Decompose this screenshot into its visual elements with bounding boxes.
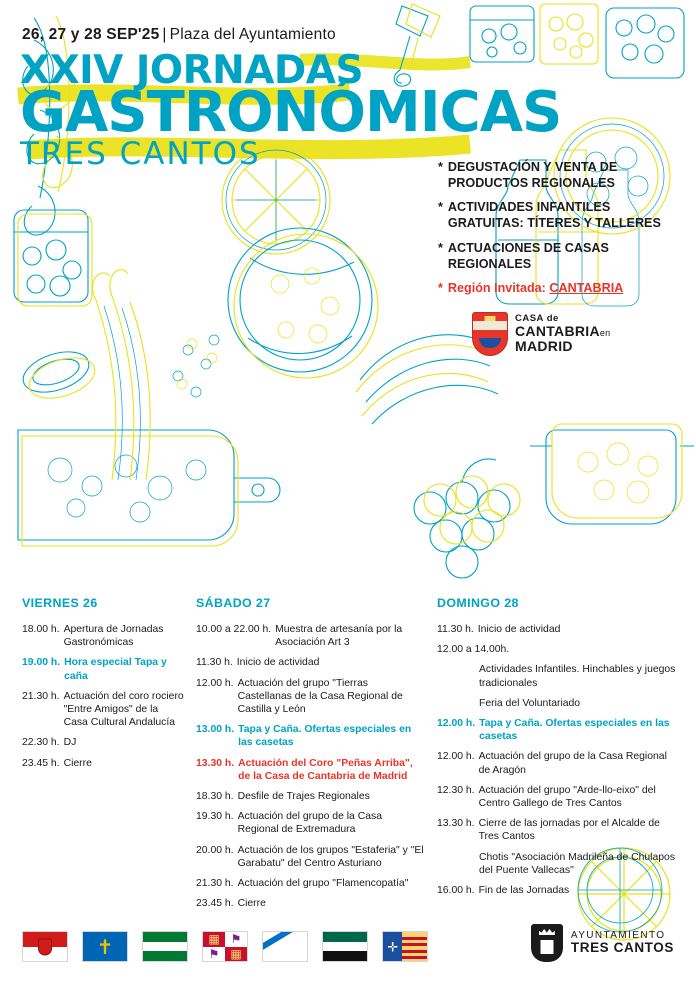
program-column-sunday xyxy=(437,596,677,904)
entry-desc: Cierre xyxy=(237,898,266,910)
title-line-2: GASTRONÓMICAS xyxy=(20,80,562,146)
program-column-friday xyxy=(22,596,184,777)
schedule-entry xyxy=(437,851,677,877)
cantabria-shield-icon xyxy=(472,312,508,356)
entry-desc xyxy=(513,643,677,656)
schedule-entry xyxy=(196,810,424,836)
schedule-entry xyxy=(22,690,184,730)
entry-desc: Chotis "Asociación Madrileña de Chulapos del Puente Vallecas" xyxy=(479,851,676,876)
bullet-item-2 xyxy=(438,200,678,231)
entry-desc: Actividades Infantiles. Hinchables y juegos tradicionales xyxy=(479,664,676,689)
entry-time: 13.30 h. xyxy=(437,818,475,830)
entry-time: 19.30 h. xyxy=(196,811,234,823)
schedule-entry xyxy=(22,736,184,749)
logo-line-3: MADRID xyxy=(515,337,573,354)
entry-time: 18.30 h. xyxy=(196,791,234,803)
entry-time: 20.00 h. xyxy=(196,844,234,856)
schedule-entry xyxy=(437,884,677,897)
bullet-item-1 xyxy=(438,160,678,191)
program-column-saturday xyxy=(196,596,424,917)
entry-time: 12.30 h. xyxy=(437,784,475,796)
entry-time: 11.30 h. xyxy=(196,657,233,669)
entry-time: 11.30 h. xyxy=(437,624,474,635)
schedule-entry xyxy=(437,643,677,656)
bullet-item-3 xyxy=(438,241,678,272)
entry-time: 12.00 a 14.00h. xyxy=(437,644,510,656)
entry-desc: Muestra de artesanía por la Asociación Art 3 xyxy=(275,624,403,649)
schedule-entry xyxy=(437,750,677,776)
schedule-entry xyxy=(437,623,677,636)
event-date-line xyxy=(22,26,336,44)
entry-time: 12.00 h. xyxy=(437,718,476,730)
ayuntamiento-line-1: AYUNTAMIENTO xyxy=(570,930,666,942)
schedule-entry xyxy=(22,757,184,770)
feature-bullets xyxy=(438,160,678,306)
title-line-1: XXIV JORNADAS xyxy=(20,48,364,93)
asterisk-icon: * xyxy=(438,200,443,215)
entry-desc: Fin de las Jornadas xyxy=(478,885,570,897)
entry-time: 10.00 a 22.00 h. xyxy=(196,624,272,635)
bullet-text-1: DEGUSTACIÓN Y VENTA DE PRODUCTOS REGIONALES xyxy=(447,160,618,190)
flag-cantabria-icon xyxy=(22,931,68,962)
schedule-entry xyxy=(196,623,424,649)
invited-region-label: Región Invitada: xyxy=(447,281,550,296)
entry-desc: Actuación del coro rociero "Entre Amigos" de la Casa Cultural Andalucía xyxy=(63,690,184,729)
flag-galicia-icon xyxy=(262,931,308,962)
casa-de-cantabria-text xyxy=(515,314,611,353)
entry-time: 13.00 h. xyxy=(196,724,235,736)
flag-andalucia-icon xyxy=(142,931,188,962)
entry-desc: DJ xyxy=(63,737,77,749)
logo-line-1: CASA de xyxy=(515,313,559,325)
entry-desc: Inicio de actividad xyxy=(477,624,561,635)
entry-desc: Cierre xyxy=(63,757,92,769)
flag-extremadura-icon xyxy=(322,931,368,962)
entry-desc: Cierre de las jornadas por el Alcalde de Tres Cantos xyxy=(478,818,660,843)
flag-asturias-icon: ✝ xyxy=(82,931,128,962)
asterisk-icon: * xyxy=(438,281,443,296)
logo-line-2: CANTABRIA xyxy=(515,323,600,340)
entry-time: 23.45 h. xyxy=(22,757,60,769)
entry-desc: Feria del Voluntariado xyxy=(479,697,581,709)
entry-desc: Actuación del grupo "Flamencopatía" xyxy=(237,878,409,890)
schedule-entry xyxy=(196,844,424,870)
casa-de-cantabria-logo xyxy=(472,312,611,356)
ayuntamiento-text xyxy=(571,930,674,956)
poster-title xyxy=(20,48,562,172)
bullet-text-3: ACTUACIONES DE CASAS REGIONALES xyxy=(447,240,609,271)
schedule-entry xyxy=(437,663,677,689)
entry-desc: Tapa y Caña. Ofertas especiales en las casetas xyxy=(238,724,412,749)
entry-time: 23.45 h. xyxy=(196,898,234,910)
schedule-entry xyxy=(437,717,677,743)
schedule-entry xyxy=(196,790,424,803)
entry-desc: Hora especial Tapa y caña xyxy=(64,657,167,682)
entry-time: 21.30 h. xyxy=(196,878,234,890)
entry-time: 12.00 h. xyxy=(437,751,475,763)
event-place: Plaza del Ayuntamiento xyxy=(169,26,336,43)
schedule-entry xyxy=(22,656,184,682)
entry-desc: Actuación del grupo de la Casa Regional de Aragón xyxy=(478,751,667,776)
flag-aragon-icon: ✛ xyxy=(382,931,428,962)
asterisk-icon: * xyxy=(438,240,443,255)
schedule-entry xyxy=(196,677,424,717)
entry-time: 13.30 h. xyxy=(196,757,235,769)
schedule-entry xyxy=(437,784,677,810)
entry-desc: Actuación de los grupos "Estaferia" y "El Garabatu" del Centro Asturiano xyxy=(237,844,424,869)
schedule-entry xyxy=(196,877,424,890)
title-line-3: TRES CANTOS xyxy=(20,135,261,172)
logo-line-2-suffix: en xyxy=(599,328,611,339)
date-separator: | xyxy=(162,26,167,43)
event-dates: 26, 27 y 28 SEP'25 xyxy=(22,26,160,43)
regional-flags xyxy=(22,931,428,962)
entry-time: 16.00 h. xyxy=(437,885,475,897)
bullet-item-invited-region xyxy=(438,281,678,297)
entry-time: 22.30 h. xyxy=(22,737,60,749)
entry-time: 12.00 h. xyxy=(196,677,234,689)
day-title-sunday: DOMINGO 28 xyxy=(437,596,519,610)
asterisk-icon: * xyxy=(438,160,443,174)
schedule-entry xyxy=(196,723,424,749)
schedule-entry xyxy=(22,623,184,649)
entry-time: 19.00 h. xyxy=(22,657,61,669)
entry-desc: Inicio de actividad xyxy=(236,657,320,669)
schedule-entry xyxy=(437,817,677,843)
entry-desc: Actuación del Coro "Peñas Arriba", de la Casa de Cantabria de Madrid xyxy=(238,757,413,782)
bullet-text-2: ACTIVIDADES INFANTILES GRATUITAS: TÍTERES Y TALLERES xyxy=(447,200,661,231)
entry-time: 18.00 h. xyxy=(22,624,60,635)
invited-region-name: CANTABRIA xyxy=(549,281,624,296)
entry-desc: Desfile de Trajes Regionales xyxy=(237,791,370,803)
schedule-entry xyxy=(196,656,424,669)
program-schedule xyxy=(0,596,696,916)
ayuntamiento-line-2: TRES CANTOS xyxy=(570,940,674,956)
entry-desc: Tapa y Caña. Ofertas especiales en las casetas xyxy=(479,718,670,743)
schedule-entry xyxy=(196,757,424,783)
entry-desc: Apertura de Jornadas Gastronómicas xyxy=(63,624,164,649)
flag-castilla-y-leon-icon: ▦ ⚑ ⚑ ▦ xyxy=(202,931,248,962)
schedule-entry xyxy=(196,897,424,910)
entry-desc: Actuación del grupo de la Casa Regional de Extremadura xyxy=(237,811,382,836)
ayuntamiento-logo xyxy=(531,924,674,962)
day-title-saturday: SÁBADO 27 xyxy=(196,596,271,610)
entry-desc: Actuación del grupo "Tierras Castellanas de la Casa Regional de Castilla y León xyxy=(237,677,403,716)
schedule-entry xyxy=(437,697,677,710)
entry-time: 21.30 h. xyxy=(22,690,60,702)
entry-desc: Actuación del grupo "Arde-llo-eixo" del Centro Gallego de Tres Cantos xyxy=(478,784,656,810)
ayuntamiento-shield-icon xyxy=(531,924,563,962)
day-title-friday: VIERNES 26 xyxy=(22,596,98,610)
